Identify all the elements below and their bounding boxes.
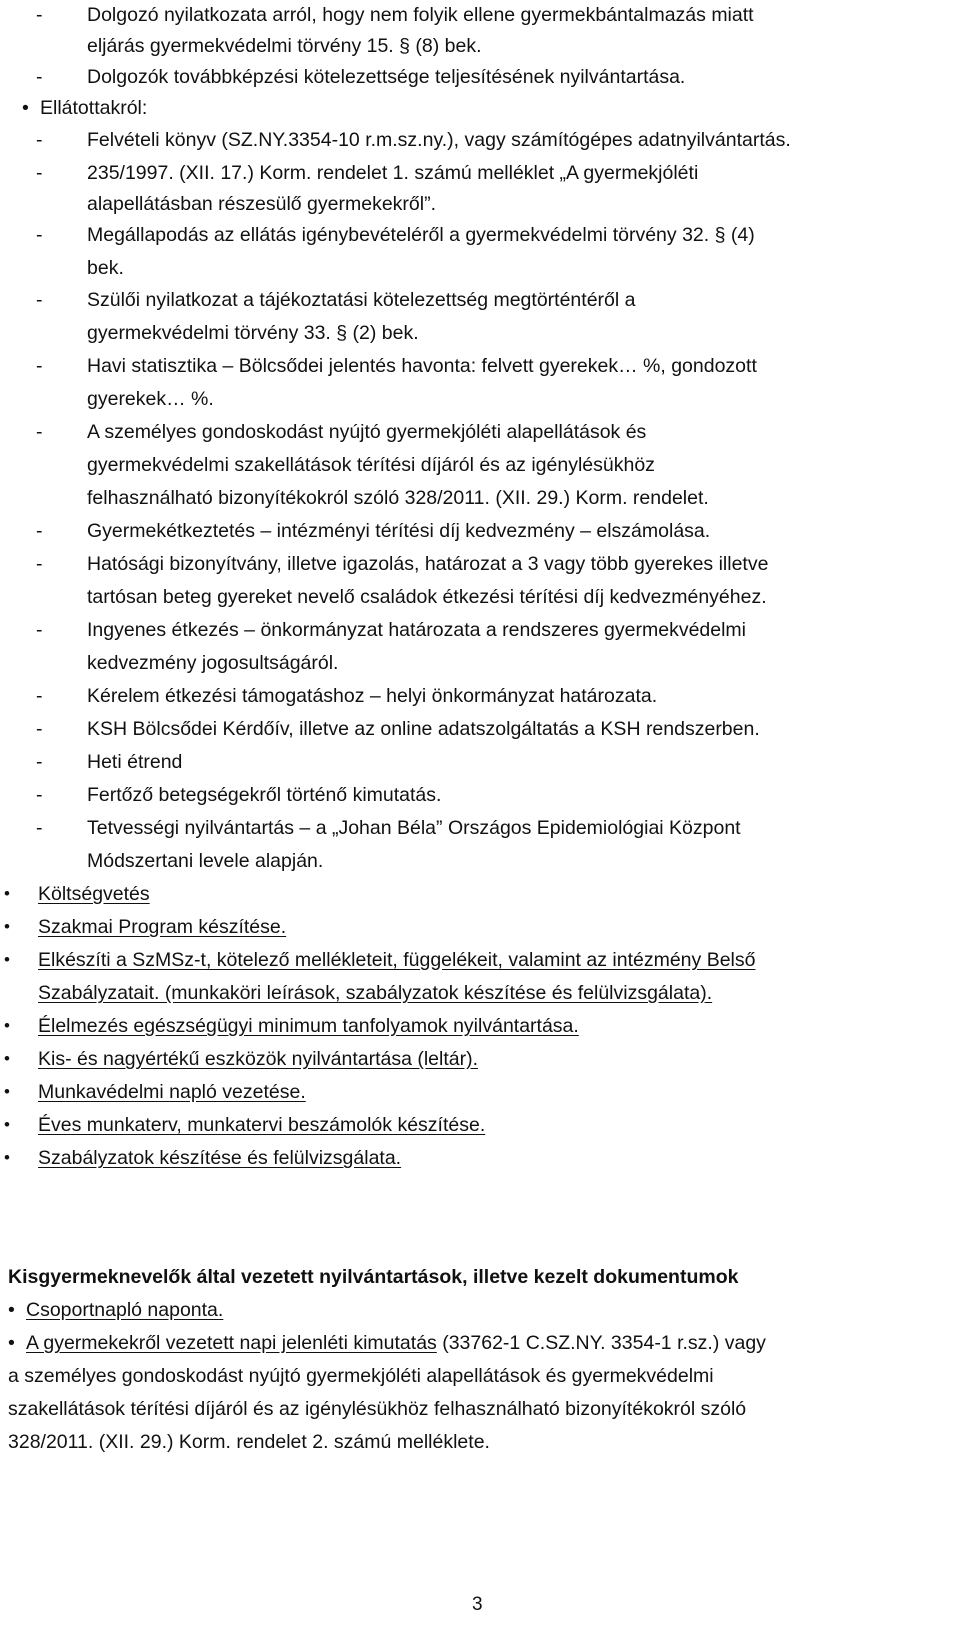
dash-marker: - bbox=[36, 129, 43, 151]
section-label-ellatottakrol: Ellátottakról: bbox=[40, 97, 148, 119]
dash-marker: - bbox=[36, 66, 43, 88]
bullet-marker: • bbox=[8, 1332, 15, 1354]
bullet-marker: • bbox=[8, 1299, 15, 1321]
dash-marker: - bbox=[36, 751, 43, 773]
text-line: Csoportnapló naponta. bbox=[26, 1299, 224, 1321]
text-line: Kis- és nagyértékű eszközök nyilvántartása (leltár). bbox=[38, 1048, 479, 1070]
text-line: kedvezmény jogosultságáról. bbox=[87, 652, 339, 674]
text-line: Megállapodás az ellátás igénybevételéről a gyermekvédelmi törvény 32. § (4) bbox=[87, 224, 755, 246]
bullet-marker: • bbox=[4, 1115, 10, 1134]
text-line: felhasználható bizonyítékokról szóló 328/2011. (XII. 29.) Korm. rendelet. bbox=[87, 487, 709, 509]
text-line: eljárás gyermekvédelmi törvény 15. § (8) bek. bbox=[87, 35, 482, 57]
text-line: Élelmezés egészségügyi minimum tanfolyamok nyilvántartása. bbox=[38, 1015, 579, 1037]
dash-marker: - bbox=[36, 553, 43, 575]
text-line: Szakmai Program készítése. bbox=[38, 916, 287, 938]
text-line: Felvételi könyv (SZ.NY.3354-10 r.m.sz.ny.), vagy számítógépes adatnyilvántartás. bbox=[87, 129, 791, 151]
text-line: Hatósági bizonyítvány, illetve igazolás, határozat a 3 vagy több gyerekes illetve bbox=[87, 553, 769, 575]
text-line: bek. bbox=[87, 257, 124, 279]
dash-marker: - bbox=[36, 817, 43, 839]
text-line: Ingyenes étkezés – önkormányzat határozata a rendszeres gyermekvédelmi bbox=[87, 619, 747, 641]
section-heading: Kisgyermeknevelők által vezetett nyilvántartások, illetve kezelt dokumentumok bbox=[8, 1266, 739, 1288]
bullet-marker: • bbox=[4, 1148, 10, 1167]
text-line: Szabályzatait. (munkaköri leírások, szabályzatok készítése és felülvizsgálata). bbox=[38, 982, 713, 1004]
text-line: Fertőző betegségekről történő kimutatás. bbox=[87, 784, 442, 806]
text-line: Munkavédelmi napló vezetése. bbox=[38, 1081, 306, 1103]
dash-marker: - bbox=[36, 289, 43, 311]
text-line: tartósan beteg gyereket nevelő családok étkezési térítési díj kedvezményéhez. bbox=[87, 586, 767, 608]
dash-marker: - bbox=[36, 520, 43, 542]
dash-marker: - bbox=[36, 355, 43, 377]
text-line: A személyes gondoskodást nyújtó gyermekjóléti alapellátások és bbox=[87, 421, 647, 443]
text-line: gyermekvédelmi törvény 33. § (2) bek. bbox=[87, 322, 419, 344]
dash-marker: - bbox=[36, 224, 43, 246]
bullet-marker: • bbox=[4, 1049, 10, 1068]
text-line: Elkészíti a SzMSz-t, kötelező mellékleteit, függelékeit, valamint az intézmény Belső bbox=[38, 949, 756, 971]
text-line: 235/1997. (XII. 17.) Korm. rendelet 1. számú melléklet „A gyermekjóléti bbox=[87, 162, 699, 184]
dash-marker: - bbox=[36, 619, 43, 641]
bullet-marker: • bbox=[4, 950, 10, 969]
bullet-marker: • bbox=[4, 884, 10, 903]
bullet-marker: • bbox=[22, 97, 29, 119]
bullet-marker: • bbox=[4, 1016, 10, 1035]
bullet-marker: • bbox=[4, 1082, 10, 1101]
text-line: a személyes gondoskodást nyújtó gyermekjóléti alapellátások és gyermekvédelmi bbox=[8, 1365, 714, 1387]
dash-marker: - bbox=[36, 784, 43, 806]
dash-marker: - bbox=[36, 162, 43, 184]
text-line: Kérelem étkezési támogatáshoz – helyi önkormányzat határozata. bbox=[87, 685, 658, 707]
text-line: Gyermekétkeztetés – intézményi térítési díj kedvezmény – elszámolása. bbox=[87, 520, 711, 542]
dash-marker: - bbox=[36, 421, 43, 443]
text-line: alapellátásban részesülő gyermekekről”. bbox=[87, 193, 437, 215]
text-line: Költségvetés bbox=[38, 883, 150, 905]
text-line: Módszertani levele alapján. bbox=[87, 850, 324, 872]
text-line: Havi statisztika – Bölcsődei jelentés havonta: felvett gyerekek… %, gondozott bbox=[87, 355, 757, 377]
jelenleti-kimutatas-title: A gyermekekről vezetett napi jelenléti kimutatás bbox=[26, 1332, 437, 1354]
text-line: 328/2011. (XII. 29.) Korm. rendelet 2. számú melléklete. bbox=[8, 1431, 490, 1453]
text-line: Heti étrend bbox=[87, 751, 183, 773]
dash-marker: - bbox=[36, 4, 43, 26]
dash-marker: - bbox=[36, 718, 43, 740]
page-number: 3 bbox=[472, 1594, 483, 1615]
text-line: gyermekvédelmi szakellátások térítési díjáról és az igénylésükhöz bbox=[87, 454, 655, 476]
text-line: Éves munkaterv, munkatervi beszámolók készítése. bbox=[38, 1114, 486, 1136]
bullet-marker: • bbox=[4, 917, 10, 936]
text-line: gyerekek… %. bbox=[87, 388, 214, 410]
text-line: KSH Bölcsődei Kérdőív, illetve az online adatszolgáltatás a KSH rendszerben. bbox=[87, 718, 760, 740]
text-line bbox=[26, 1330, 766, 1356]
jelenleti-kimutatas-ref: (33762-1 C.SZ.NY. 3354-1 r.sz.) vagy bbox=[436, 1332, 766, 1354]
text-line: Szabályzatok készítése és felülvizsgálata. bbox=[38, 1147, 402, 1169]
text-line: Dolgozók továbbképzési kötelezettsége teljesítésének nyilvántartása. bbox=[87, 66, 686, 88]
dash-marker: - bbox=[36, 685, 43, 707]
text-line: Tetvességi nyilvántartás – a „Johan Béla” Országos Epidemiológiai Központ bbox=[87, 817, 741, 839]
text-line: szakellátások térítési díjáról és az igénylésükhöz felhasználható bizonyítékokról szóló bbox=[8, 1398, 747, 1420]
text-line: Szülői nyilatkozat a tájékoztatási kötelezettség megtörténtéről a bbox=[87, 289, 636, 311]
text-line: Dolgozó nyilatkozata arról, hogy nem folyik ellene gyermekbántalmazás miatt bbox=[87, 4, 754, 26]
